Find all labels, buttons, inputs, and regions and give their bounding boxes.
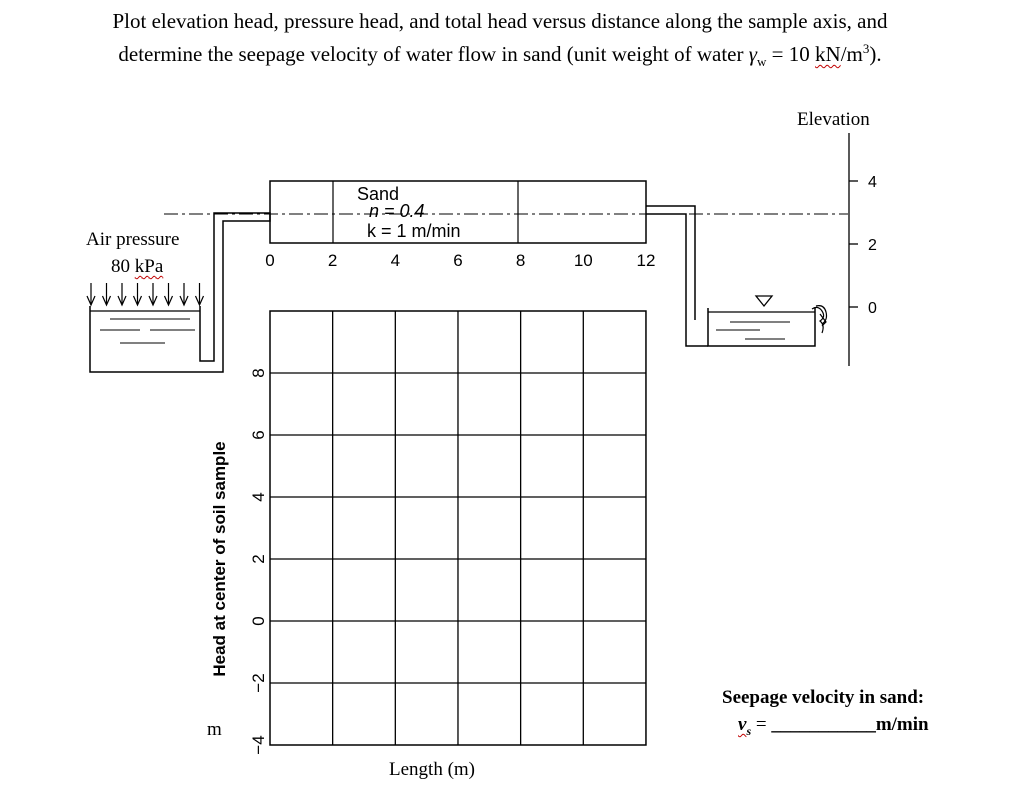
length-axis-label: Length (m) (389, 759, 476, 780)
overflow-spill (812, 306, 827, 333)
unit-kn: kN (815, 42, 841, 66)
gamma-equals: = 10 (766, 42, 816, 66)
down-arrow-icon (118, 283, 126, 305)
unit-per-m: /m (840, 42, 863, 66)
seepage-velocity-answer (738, 714, 929, 739)
velocity-symbol: v (738, 714, 747, 735)
problem-line-1: Plot elevation head, pressure head, and total head versus distance along the sample axis, and (112, 9, 888, 33)
length-tick-label: 0 (265, 251, 275, 270)
sand-permeability (367, 221, 461, 242)
air-pressure-value (111, 256, 163, 278)
water-surface-triangle-icon (756, 296, 772, 306)
sand-porosity (369, 201, 425, 222)
gamma-subscript: w (757, 54, 767, 70)
problem-line-2-text: determine the seepage velocity of water flow in sand (unit weight of water (118, 42, 749, 66)
porosity-value: n = 0.4 (369, 201, 425, 221)
down-arrow-icon (103, 283, 111, 305)
elevation-tick-label: 4 (868, 174, 877, 191)
head-tick-label: 2 (249, 554, 268, 564)
length-tick-label: 12 (636, 251, 656, 270)
head-tick-label: −4 (249, 735, 268, 755)
unit-superscript: 3 (862, 41, 870, 56)
permeability-value: k = 1 m/min (367, 221, 461, 241)
head-axis-ticks (249, 368, 268, 754)
head-axis-unit: m (207, 719, 222, 740)
elevation-tick-label: 0 (868, 300, 877, 317)
air-pressure-label: Air pressure (86, 229, 180, 250)
head-plot-grid (270, 311, 646, 745)
velocity-unit: m/min (875, 714, 929, 735)
sand-label: Sand (357, 184, 400, 204)
head-tick-label: 4 (249, 492, 268, 502)
length-tick-label: 6 (453, 251, 463, 270)
seepage-velocity-label: Seepage velocity in sand: (722, 687, 925, 708)
head-tick-label: 0 (249, 616, 268, 626)
down-arrow-icon (134, 283, 142, 305)
air-pressure-number: 80 (111, 256, 135, 277)
right-outlet-pipe (646, 206, 708, 346)
velocity-equals: = (751, 714, 772, 735)
elevation-ticks (849, 174, 877, 317)
gamma-symbol: γ (748, 42, 758, 66)
velocity-subscript: s (746, 723, 752, 738)
head-tick-label: 8 (249, 368, 268, 378)
air-pressure-arrows (87, 283, 204, 305)
problem-line-2-end: ). (869, 42, 882, 66)
elevation-title: Elevation (797, 109, 870, 130)
length-tick-label: 10 (573, 251, 593, 270)
down-arrow-icon (180, 283, 188, 305)
head-tick-label: 6 (249, 430, 268, 440)
elevation-tick-label: 2 (868, 237, 877, 254)
velocity-answer-blank[interactable]: ___________ (771, 714, 876, 735)
head-axis-label: Head at center of soil sample (210, 441, 229, 677)
length-tick-label: 2 (327, 251, 338, 270)
down-arrow-icon (196, 283, 204, 305)
length-axis-ticks (265, 251, 655, 270)
down-arrow-icon (165, 283, 173, 305)
length-tick-label: 4 (390, 251, 401, 270)
length-tick-label: 8 (515, 251, 526, 270)
down-arrow-icon (149, 283, 157, 305)
down-arrow-icon (87, 283, 95, 305)
right-tank-outline (708, 308, 815, 346)
head-tick-label: −2 (249, 673, 268, 693)
air-pressure-unit: kPa (134, 256, 164, 277)
